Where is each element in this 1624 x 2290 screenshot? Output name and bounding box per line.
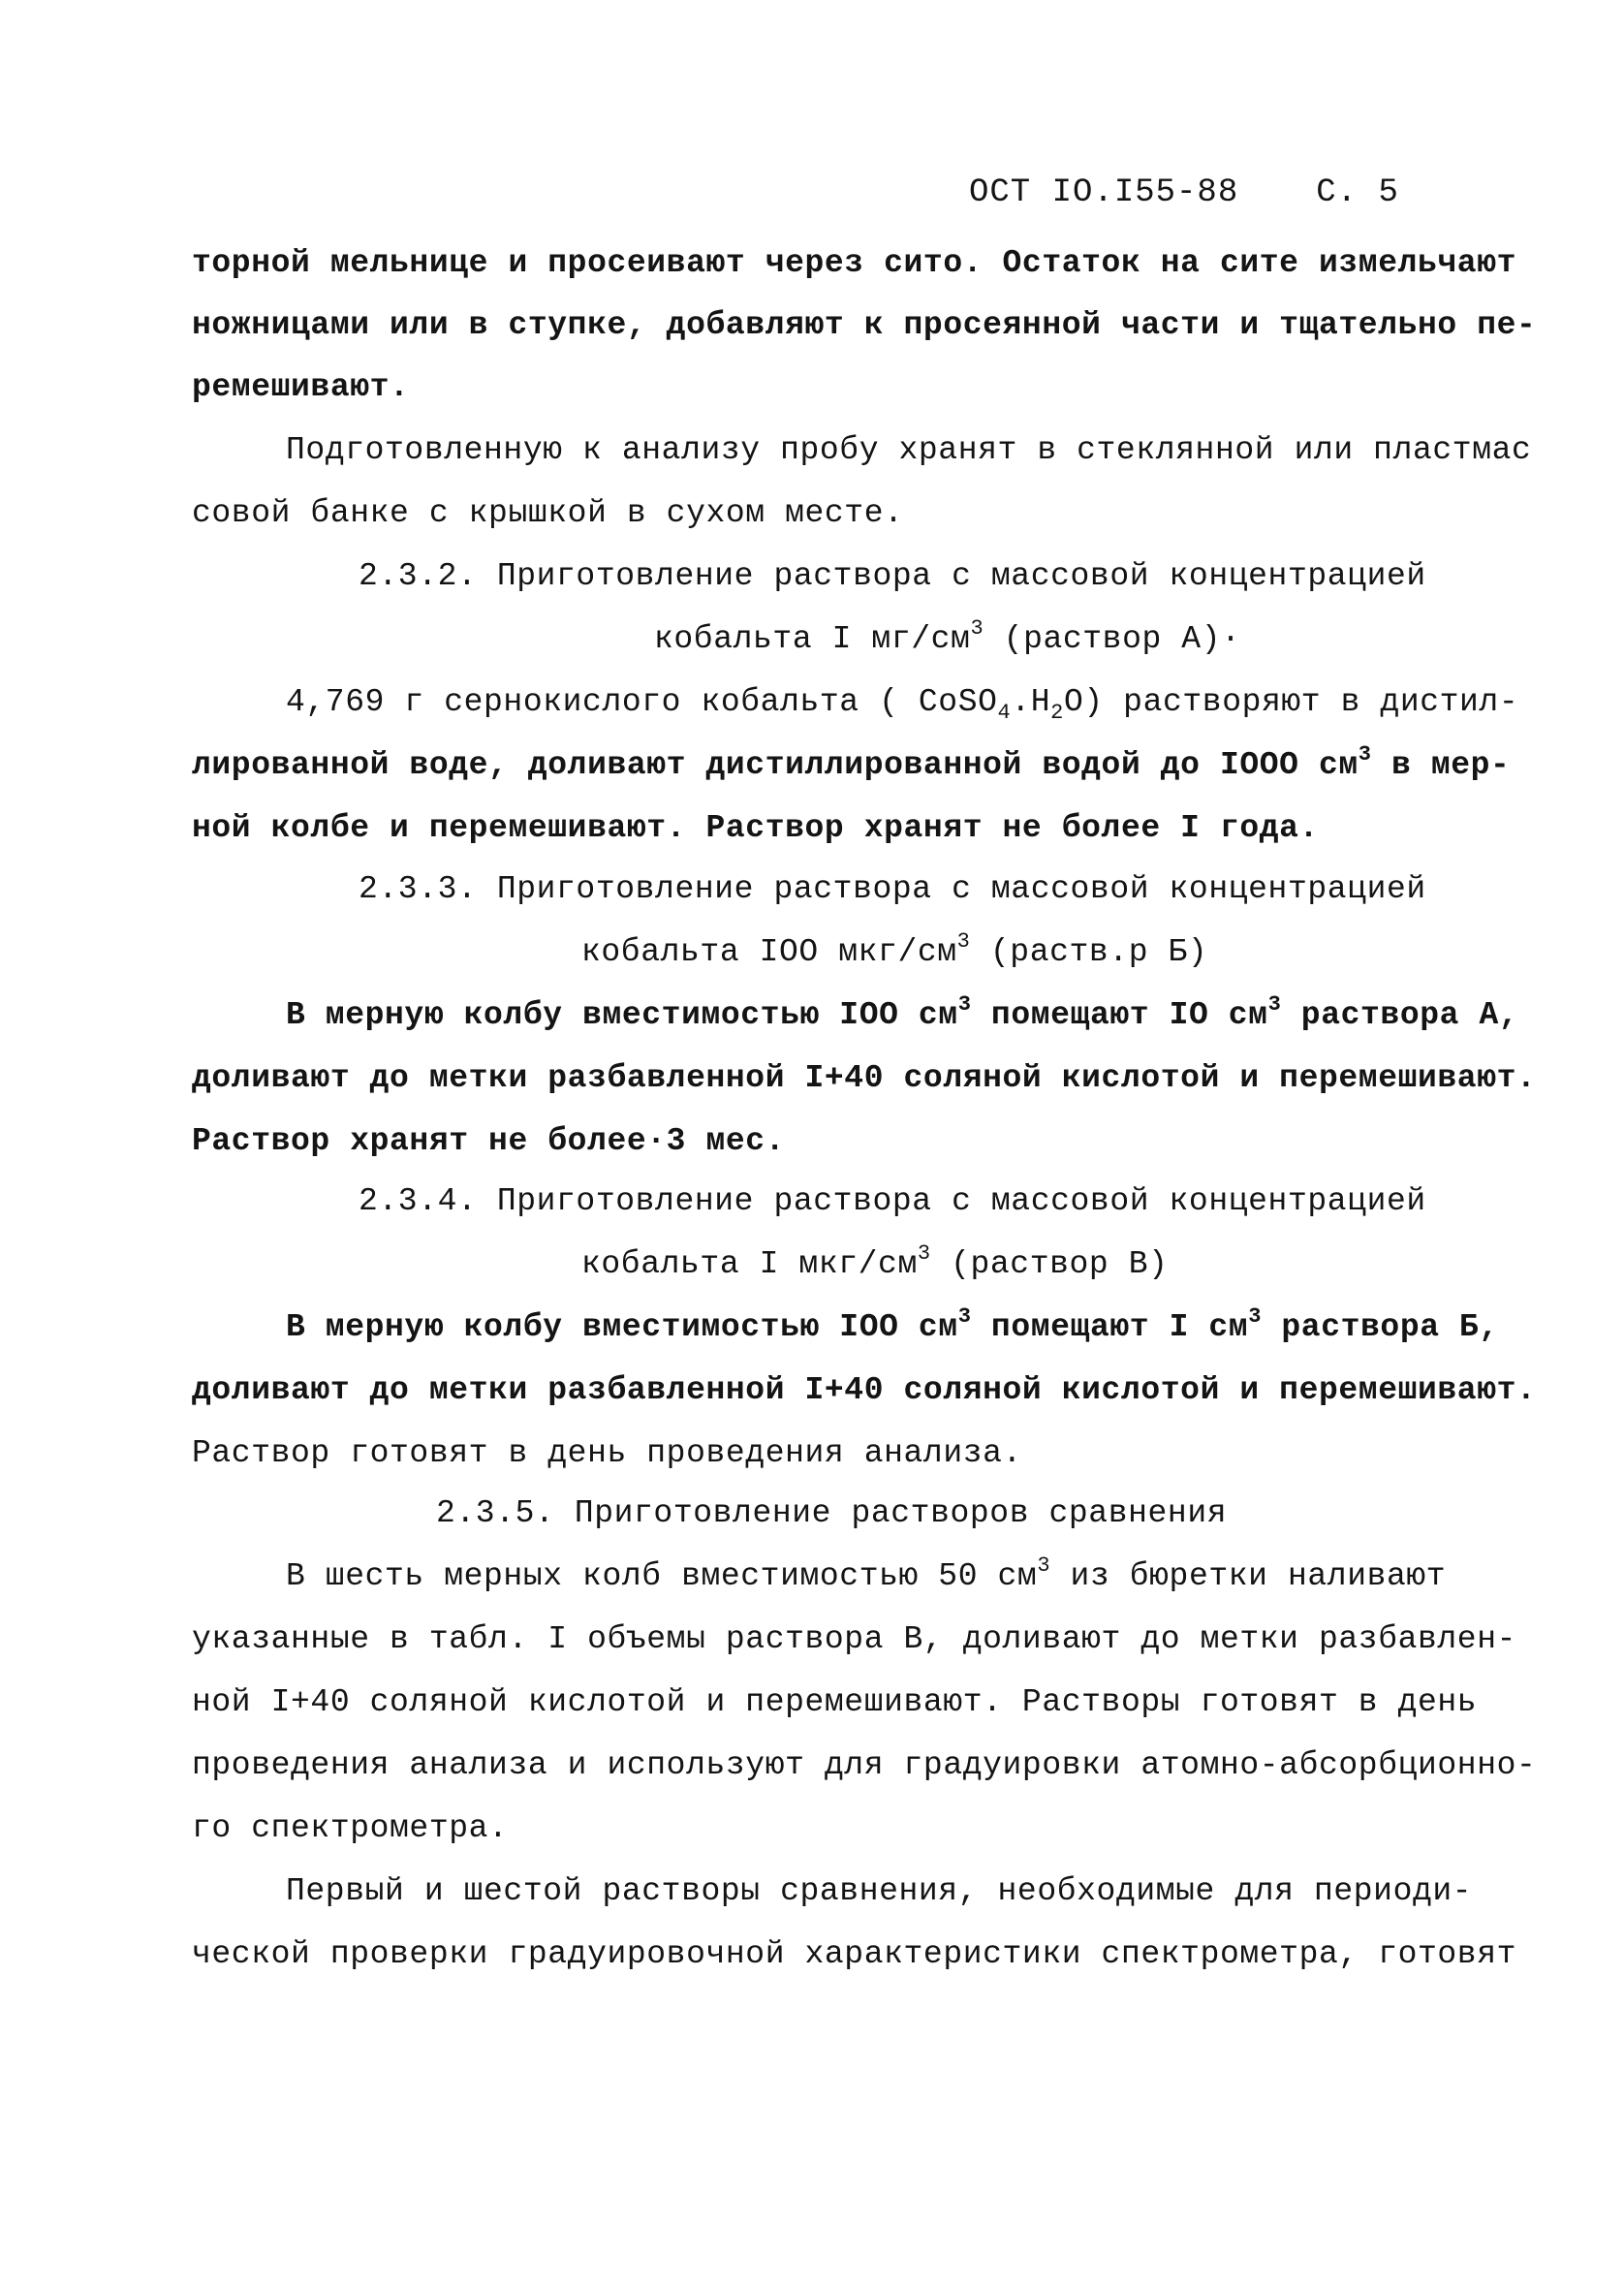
text-line: го спектрометра. bbox=[192, 1810, 509, 1846]
text-line: Подготовленную к анализу пробу хранят в стеклянной или пластмас bbox=[286, 432, 1532, 468]
text-line: Раствор хранят не более·3 мес. bbox=[192, 1123, 786, 1159]
text-line: В шесть мерных колб вместимостью 50 $см^3$ из бюретки наливают bbox=[286, 1553, 1447, 1594]
section-heading-2-3-3: 2.3.3. Приготовление раствора с массовой концентрацией bbox=[359, 871, 1426, 907]
text-line: ной I+40 соляной кислотой и перемешивают. Растворы готовят в день bbox=[192, 1684, 1478, 1720]
text-line: лированной воде, доливают дистиллированной водой до IOOO $см^3$ в мер- bbox=[192, 742, 1511, 783]
text-line: торной мельнице и просеивают через сито. Остаток на сите измельчают bbox=[192, 245, 1517, 281]
text-line: ремешивают. bbox=[192, 369, 410, 405]
page-number: С. 5 bbox=[1316, 174, 1399, 211]
text-line: проведения анализа и используют для градуировки атомно-абсорбционно- bbox=[192, 1747, 1537, 1783]
text-line: Раствор готовят в день проведения анализа. bbox=[192, 1435, 1022, 1471]
text-line: 4,769 г сернокислого кобальта ( $CoSO_4.H_2O$) растворяют в дистил- bbox=[286, 684, 1519, 725]
section-heading-2-3-2-cont: кобальта I $мг/см^3$ (раствор А)· bbox=[654, 616, 1241, 657]
section-heading-2-3-3-cont: кобальта IOO мкг/$см^3$ (раств.р Б) bbox=[581, 929, 1208, 970]
standard-number: ОСТ IO.I55-88 bbox=[969, 174, 1239, 211]
text-line: В мерную колбу вместимостью IOO $см^3$ помещают IO $см^3$ раствора А, bbox=[286, 992, 1519, 1033]
text-line: указанные в табл. I объемы раствора В, доливают до метки разбавлен- bbox=[192, 1621, 1517, 1657]
text-line: Первый и шестой растворы сравнения, необходимые для периоди- bbox=[286, 1873, 1473, 1909]
section-heading-2-3-2: 2.3.2. Приготовление раствора с массовой концентрацией bbox=[359, 558, 1426, 594]
section-heading-2-3-4-cont: кобальта I мкг/$см^3$ (раствор В) bbox=[581, 1241, 1169, 1282]
text-line: ной колбе и перемешивают. Раствор хранят не более I года. bbox=[192, 810, 1319, 846]
text-line: В мерную колбу вместимостью IOO $см^3$ помещают I $см^3$ раствора Б, bbox=[286, 1304, 1499, 1345]
text-line: ческой проверки градуировочной характеристики спектрометра, готовят bbox=[192, 1936, 1517, 1972]
text-line: доливают до метки разбавленной I+40 соляной кислотой и перемешивают. bbox=[192, 1060, 1537, 1096]
text-line: доливают до метки разбавленной I+40 соляной кислотой и перемешивают. bbox=[192, 1372, 1537, 1408]
text-line: ножницами или в ступке, добавляют к просеянной части и тщательно пе- bbox=[192, 307, 1537, 343]
section-heading-2-3-4: 2.3.4. Приготовление раствора с массовой концентрацией bbox=[359, 1183, 1426, 1219]
page-header bbox=[969, 174, 1399, 211]
section-heading-2-3-5: 2.3.5. Приготовление растворов сравнения bbox=[436, 1495, 1228, 1531]
text-line: совой банке с крышкой в сухом месте. bbox=[192, 495, 904, 531]
